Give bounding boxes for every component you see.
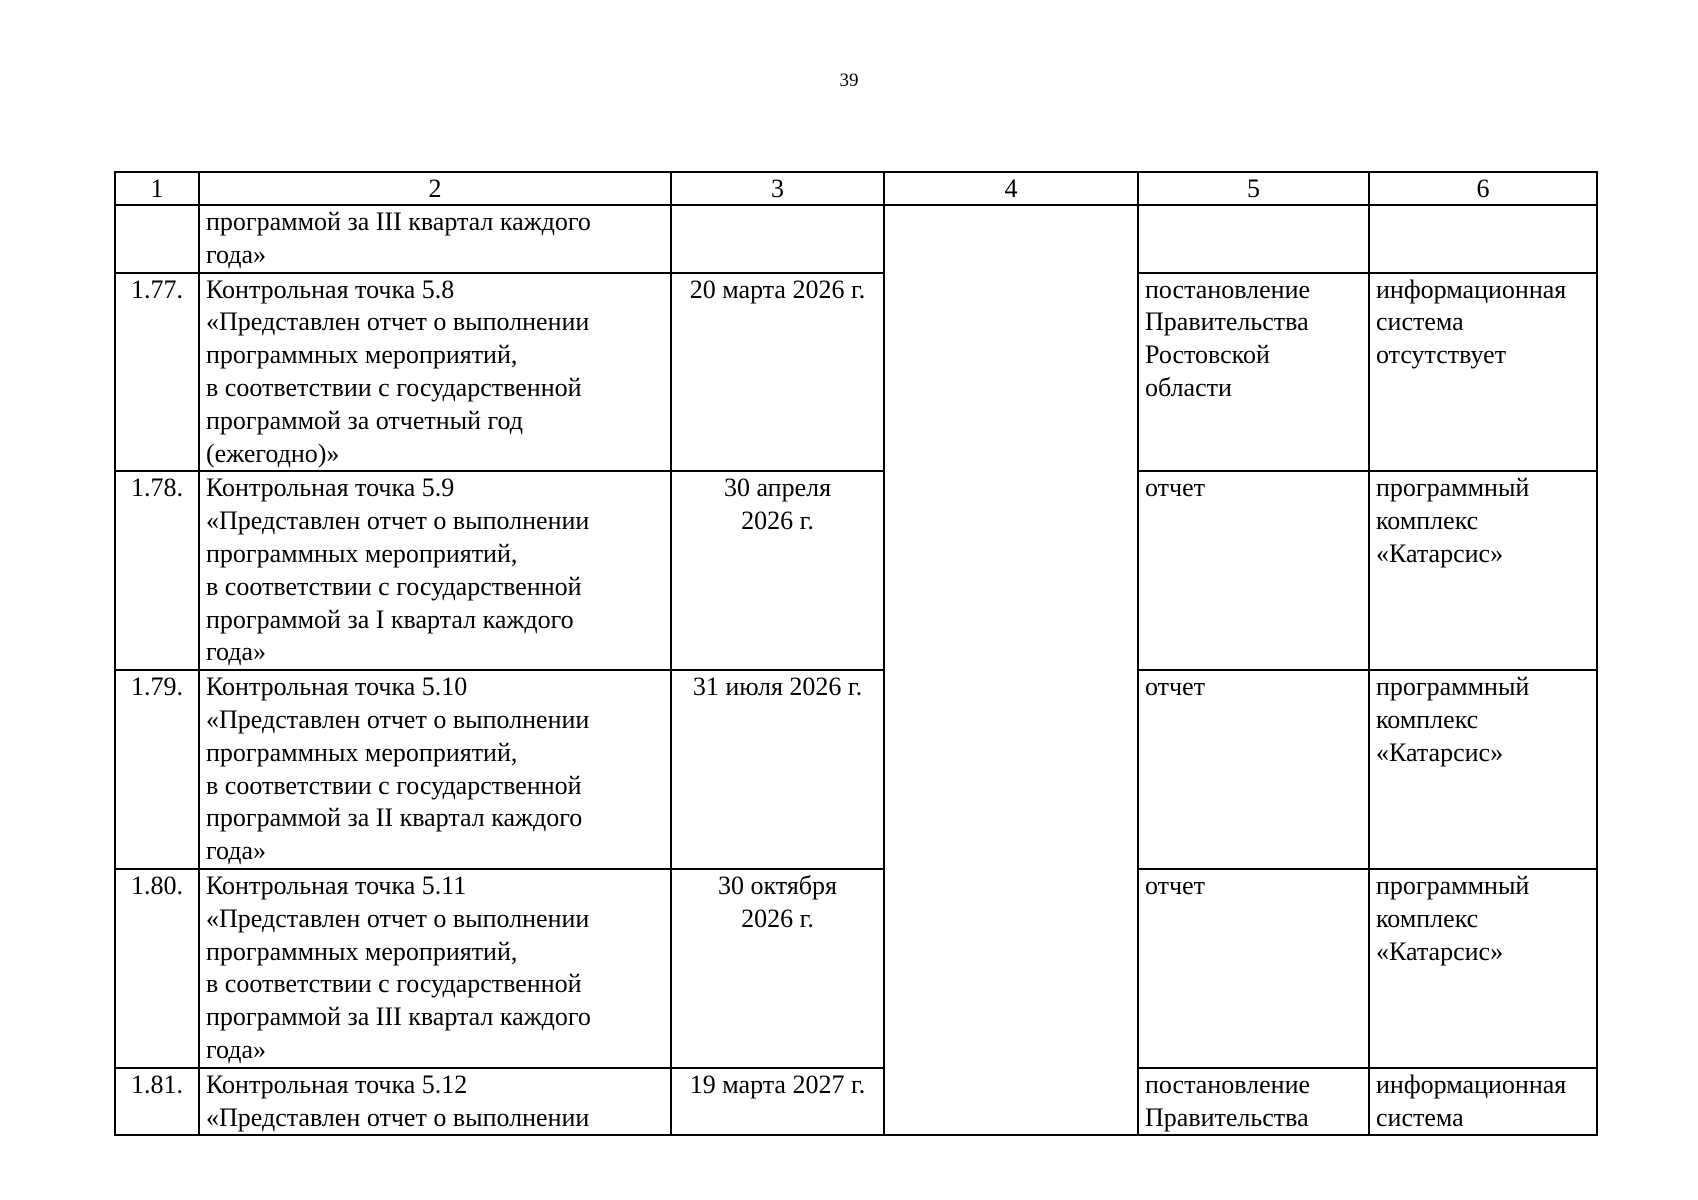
row-document: постановление Правительства <box>1138 1068 1369 1136</box>
row-date <box>671 205 884 273</box>
row-description: Контрольная точка 5.9 «Представлен отчет о выполнении программных мероприятий, в соответствии с государственной программой за I квартал каждого года» <box>199 471 671 670</box>
row-date: 30 апреля 2026 г. <box>671 471 884 670</box>
row-number: 1.79. <box>115 670 199 869</box>
control-points-table <box>114 171 1598 1136</box>
row-description: Контрольная точка 5.8 «Представлен отчет о выполнении программных мероприятий, в соответствии с государственной программой за отчетный год (ежегодно)» <box>199 273 671 472</box>
table-header-row <box>115 172 1597 205</box>
page-number: 39 <box>839 70 859 91</box>
header-cell-4: 4 <box>884 172 1138 205</box>
row-number: 1.80. <box>115 869 199 1068</box>
row-document: отчет <box>1138 869 1369 1068</box>
row-info-system: информационная система отсутствует <box>1369 273 1597 472</box>
merged-column-4-cell <box>884 205 1138 1135</box>
table-row <box>115 205 1597 273</box>
row-date: 19 марта 2027 г. <box>671 1068 884 1136</box>
row-description: Контрольная точка 5.11 «Представлен отчет о выполнении программных мероприятий, в соответствии с государственной программой за III квартал каждого года» <box>199 869 671 1068</box>
header-cell-3: 3 <box>671 172 884 205</box>
row-document: постановление Правительства Ростовской области <box>1138 273 1369 472</box>
table-row <box>115 1068 1597 1136</box>
row-info-system: программный комплекс «Катарсис» <box>1369 670 1597 869</box>
header-cell-2: 2 <box>199 172 671 205</box>
table-row <box>115 471 1597 670</box>
row-number: 1.81. <box>115 1068 199 1136</box>
row-document <box>1138 205 1369 273</box>
row-number <box>115 205 199 273</box>
row-number: 1.77. <box>115 273 199 472</box>
header-cell-1: 1 <box>115 172 199 205</box>
table-row <box>115 670 1597 869</box>
table-row <box>115 273 1597 472</box>
row-info-system <box>1369 205 1597 273</box>
row-description: Контрольная точка 5.10 «Представлен отчет о выполнении программных мероприятий, в соответствии с государственной программой за II квартал каждого года» <box>199 670 671 869</box>
row-date: 31 июля 2026 г. <box>671 670 884 869</box>
row-info-system: программный комплекс «Катарсис» <box>1369 869 1597 1068</box>
row-description: Контрольная точка 5.12 «Представлен отчет о выполнении <box>199 1068 671 1136</box>
header-cell-5: 5 <box>1138 172 1369 205</box>
table-row <box>115 869 1597 1068</box>
row-document: отчет <box>1138 471 1369 670</box>
row-date: 30 октября 2026 г. <box>671 869 884 1068</box>
row-description: программой за III квартал каждого года» <box>199 205 671 273</box>
row-document: отчет <box>1138 670 1369 869</box>
row-number: 1.78. <box>115 471 199 670</box>
row-date: 20 марта 2026 г. <box>671 273 884 472</box>
row-info-system: программный комплекс «Катарсис» <box>1369 471 1597 670</box>
header-cell-6: 6 <box>1369 172 1597 205</box>
row-info-system: информационная система <box>1369 1068 1597 1136</box>
